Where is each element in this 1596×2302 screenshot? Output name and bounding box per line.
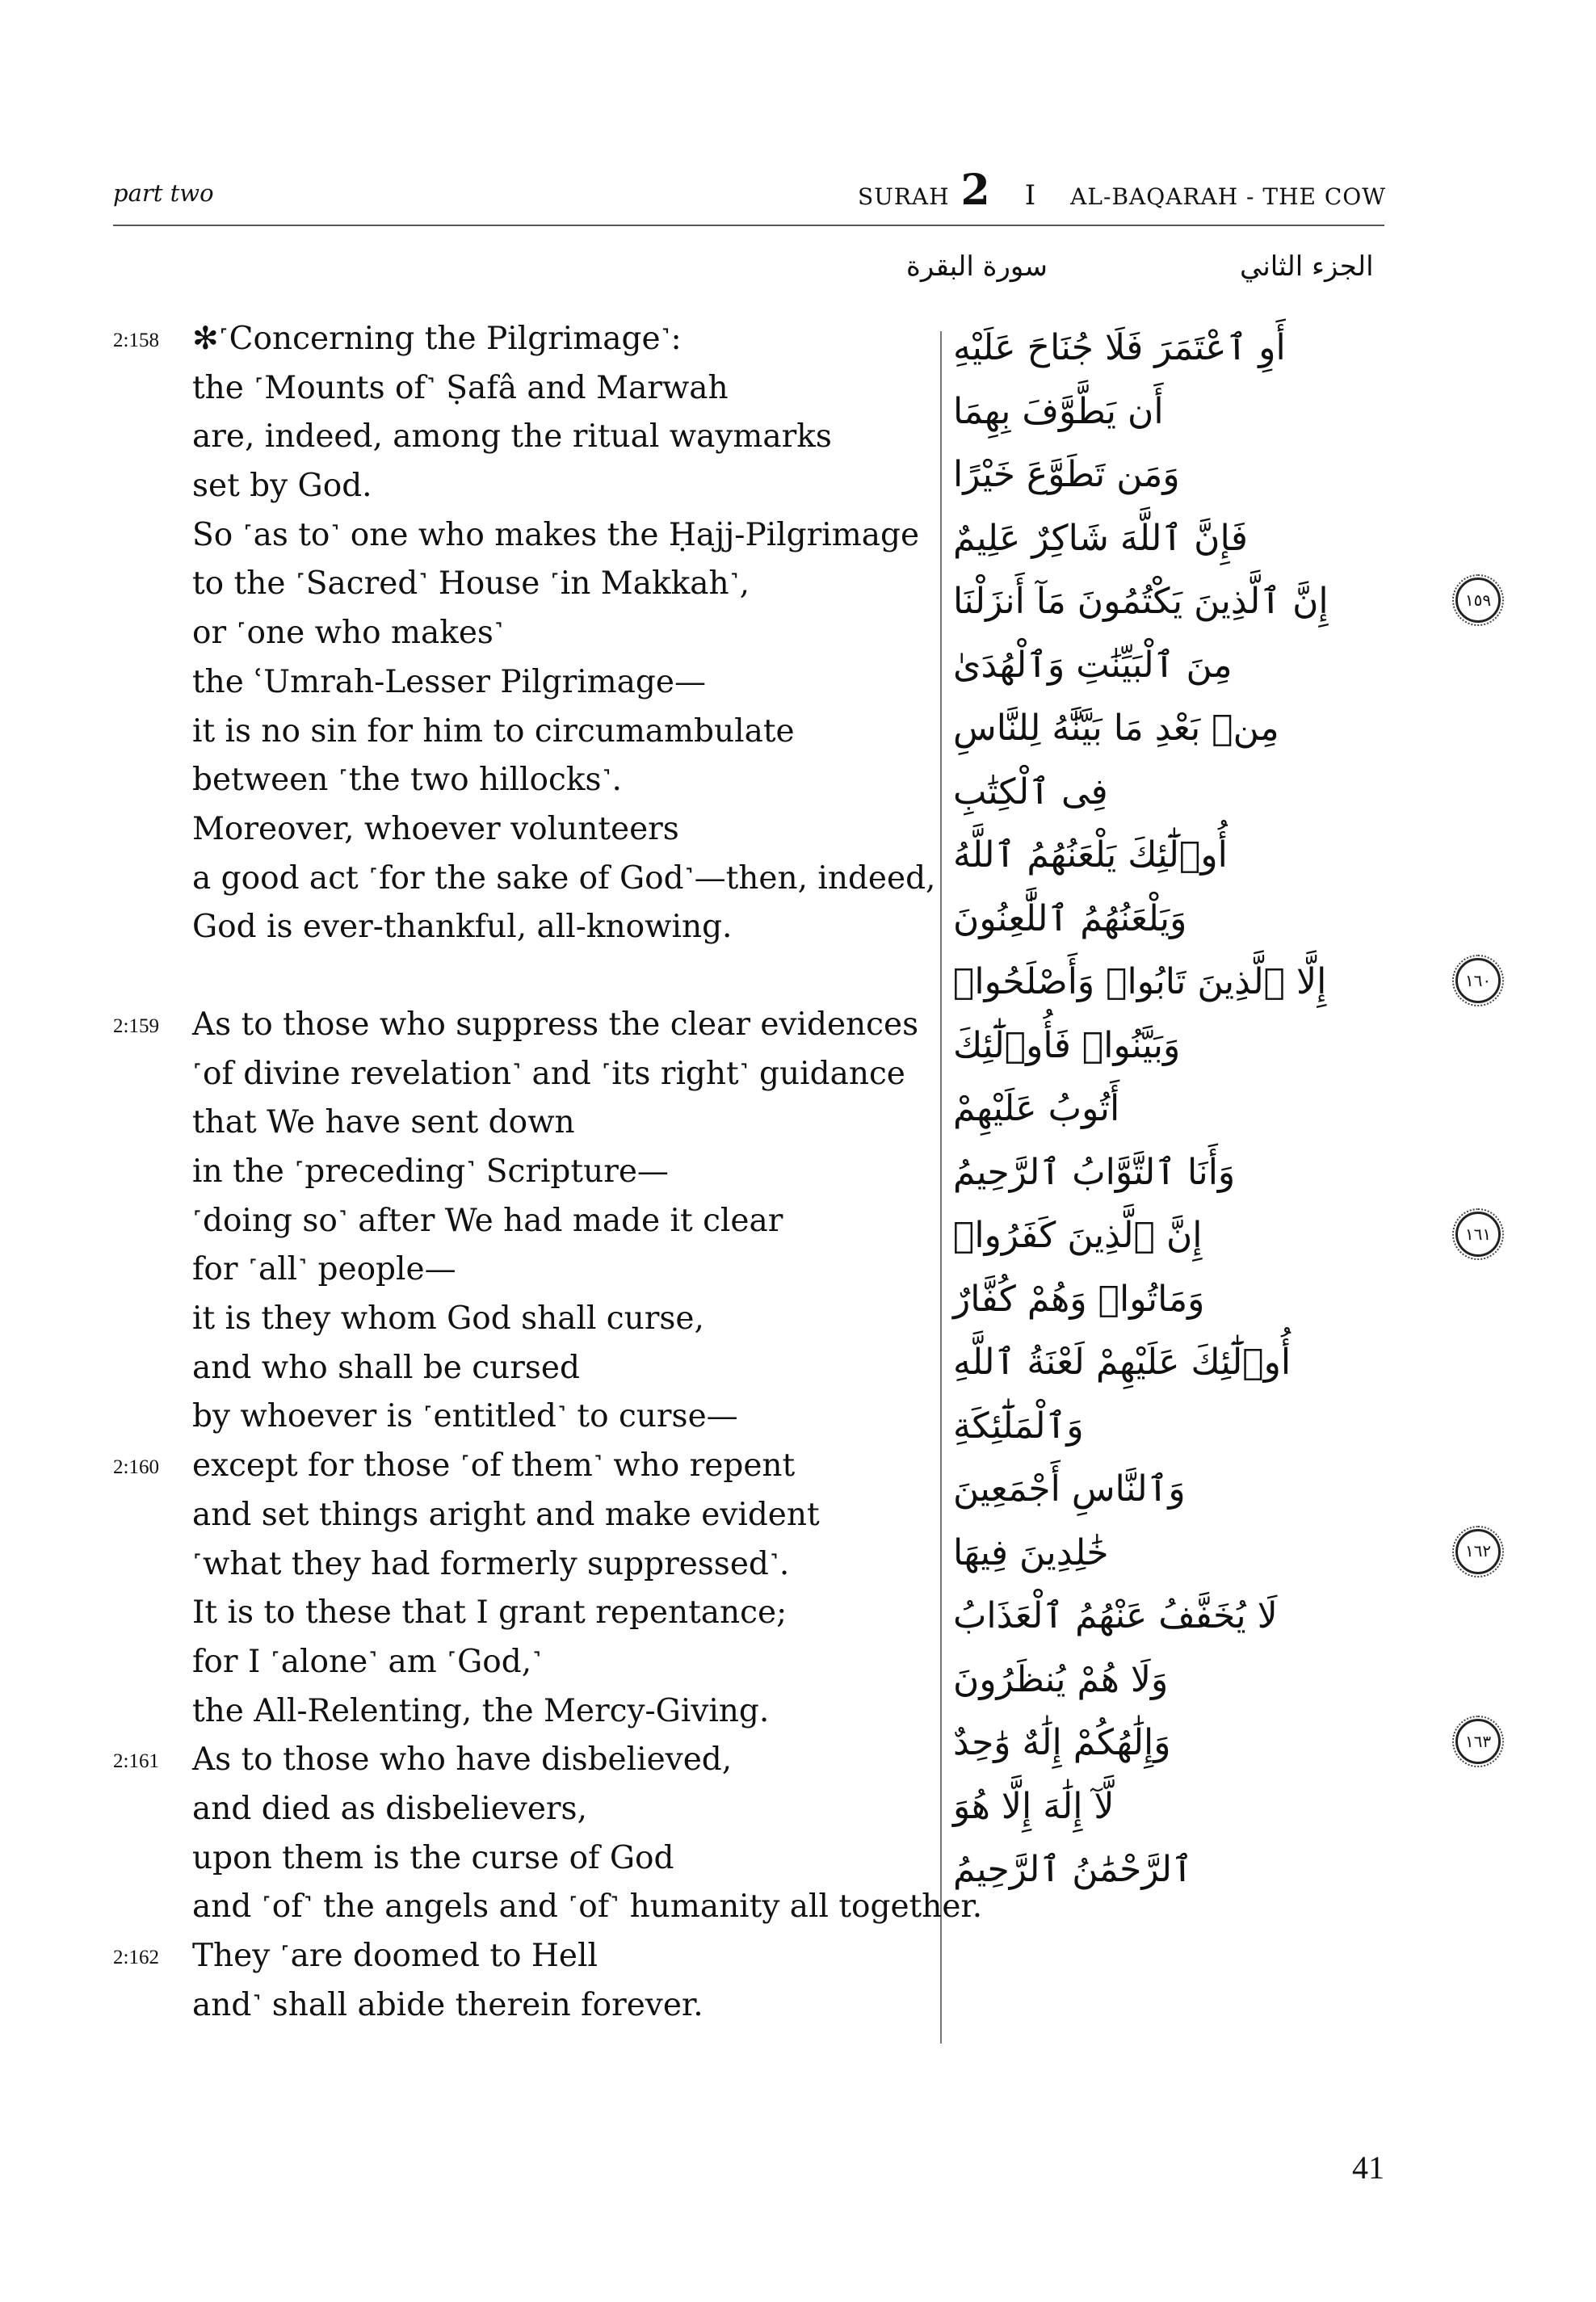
surah-number: 2 (960, 166, 991, 215)
arabic-line-text: أُو۟لَٰٓئِكَ عَلَيْهِمْ لَعْنَةُ ٱللَّهِ (953, 1342, 1292, 1383)
verse-reference: 2:158 (113, 330, 159, 351)
translation-text: and set things aright and make evident (192, 1496, 820, 1533)
translation-line (113, 1050, 921, 1099)
arabic-line-text: خَٰلِدِينَ فِيهَا (953, 1531, 1109, 1573)
translation-line (113, 462, 921, 511)
translation-line (113, 903, 921, 952)
arabic-line (953, 1268, 1405, 1332)
arabic-line (953, 1712, 1492, 1775)
arabic-line-text: وَٱلْمَلَٰٓئِكَةِ (953, 1405, 1084, 1447)
verse-reference: 2:161 (113, 1750, 159, 1773)
verse-gap (113, 952, 921, 1001)
arabic-line (953, 317, 1405, 380)
verse-number-medallion: ١٦١ (1455, 1212, 1501, 1257)
arabic-line (953, 697, 1405, 761)
arabic-line-text: وَإِلَٰهُكُمْ إِلَٰهٌ وَٰحِدٌ (953, 1722, 1171, 1763)
translation-line (113, 1197, 921, 1246)
translation-line (113, 1540, 921, 1590)
arabic-line (953, 1331, 1405, 1395)
translation-line (113, 805, 921, 855)
arabic-line (953, 888, 1405, 951)
translation-text: the All-Relenting, the Mercy-Giving. (192, 1692, 770, 1729)
translation-line (113, 1687, 921, 1737)
translation-text: except for those ˹of them˺ who repent (192, 1447, 796, 1485)
arabic-line (953, 951, 1492, 1014)
translation-text: ˹of divine revelation˺ and ˹its right˺ guidance (192, 1055, 905, 1092)
translation-line (113, 1442, 921, 1491)
translation-text: and died as disbelievers, (192, 1790, 587, 1827)
translation-text: set by God. (192, 468, 372, 505)
translation-text: and who shall be cursed (192, 1349, 580, 1386)
translation-text: or ˹one who makes˺ (192, 615, 504, 652)
arabic-line-text: فَإِنَّ ٱللَّهَ شَاكِرٌ عَلِيمٌ (953, 517, 1248, 559)
part-label: part two (113, 179, 214, 207)
arabic-line (953, 1395, 1405, 1459)
translation-text: They ˹are doomed to Hell (192, 1938, 598, 1974)
arabic-line (953, 1649, 1405, 1712)
translation-line (113, 1932, 921, 1981)
translation-line (113, 1883, 983, 1932)
arabic-line-text: أَوِ ٱعْتَمَرَ فَلَا جُنَاحَ عَلَيْهِ (953, 327, 1286, 368)
arabic-line (953, 634, 1405, 698)
translation-text: in the ˹preceding˺ Scripture— (192, 1153, 669, 1190)
translation-text: ✻˹Concerning the Pilgrimage˺: (192, 321, 682, 357)
arabic-line-text: وَمَاتُوا۟ وَهُمْ كُفَّارٌ (953, 1278, 1205, 1320)
translation-text: So ˹as to˺ one who makes the Ḥajj-Pilgrimage (192, 516, 920, 553)
translation-text: by whoever is ˹entitled˺ to curse— (192, 1398, 738, 1435)
arabic-line (953, 824, 1405, 888)
translation-text: the ˹Mounts of˺ Ṣafâ and Marwah (192, 369, 729, 406)
header-divider: I (1024, 179, 1037, 212)
translation-text: for I ˹alone˺ am ˹God,˺ (192, 1643, 543, 1680)
translation-text: are, indeed, among the ritual waymarks (192, 418, 832, 456)
arabic-line (953, 1458, 1405, 1522)
verse-number-medallion: ١٦٣ (1455, 1719, 1501, 1764)
translation-line (113, 1098, 921, 1148)
translation-line (113, 1393, 921, 1442)
arabic-line (953, 1204, 1492, 1268)
arabic-line (953, 1077, 1405, 1141)
page-number: 41 (1352, 2149, 1384, 2186)
arabic-line-text: وَبَيَّنُوا۟ فَأُو۟لَٰٓئِكَ (953, 1024, 1181, 1066)
translation-line (113, 315, 921, 364)
surah-label: SURAH (858, 183, 950, 210)
translation-line (113, 1491, 921, 1540)
translation-text: for ˹all˺ people— (192, 1251, 456, 1288)
translation-text: to the ˹Sacred˺ House ˹in Makkah˺, (192, 565, 750, 603)
translation-line (113, 1638, 921, 1687)
translation-text: upon them is the curse of God (192, 1839, 674, 1876)
arabic-line-text: إِنَّ ٱلَّذِينَ كَفَرُوا۟ (953, 1215, 1203, 1256)
translation-line (113, 413, 921, 462)
translation-text: Moreover, whoever volunteers (192, 810, 679, 847)
surah-title: AL-BAQARAH - THE COW (1070, 183, 1386, 210)
translation-text: it is they whom God shall curse, (192, 1300, 704, 1338)
translation-line (113, 560, 921, 609)
translation-text: It is to these that I grant repentance; (192, 1594, 788, 1632)
arabic-line-text: وَمَن تَطَوَّعَ خَيْرًا (953, 454, 1180, 495)
arabic-line-text: وَٱلنَّاسِ أَجْمَعِينَ (953, 1468, 1186, 1510)
arabic-text (953, 317, 1492, 1902)
translation-line (113, 855, 936, 904)
arabic-line-text: وَيَلْعَنُهُمُ ٱللَّٰعِنُونَ (953, 897, 1187, 939)
verse-reference: 2:160 (113, 1456, 159, 1479)
verse-reference: 2:159 (113, 1014, 159, 1037)
translation-text: As to those who have disbelieved, (192, 1741, 733, 1779)
translation-line (113, 658, 921, 708)
translation-line (113, 1834, 921, 1884)
translation-line (113, 756, 921, 805)
arabic-line-text: أَتُوبُ عَلَيْهِمْ (953, 1088, 1120, 1129)
translation-text: God is ever-thankful, all-knowing. (192, 909, 733, 946)
translation-text: that We have sent down (192, 1104, 575, 1141)
translation-line (113, 1148, 921, 1197)
header-rule (113, 225, 1384, 226)
translation-line (113, 1295, 921, 1344)
english-translation (113, 315, 983, 2030)
translation-line (113, 1785, 921, 1834)
verse-number-medallion: ١٦٠ (1455, 958, 1501, 1003)
translation-line (113, 1344, 921, 1393)
translation-text: and˺ shall abide therein forever. (192, 1986, 704, 2023)
arabic-line (953, 761, 1405, 825)
arabic-line-text: أَن يَطَّوَّفَ بِهِمَا (953, 390, 1164, 432)
column-divider (940, 331, 942, 2044)
translation-text: it is no sin for him to circumambulate (192, 712, 795, 750)
translation-line (113, 1736, 921, 1785)
translation-text: between ˹the two hillocks˺. (192, 762, 622, 799)
arabic-line (953, 1775, 1405, 1839)
arabic-line-text: مِنۢ بَعْدِ مَا بَيَّنَّٰهُ لِلنَّاسِ (953, 708, 1279, 749)
arabic-line-text: أُو۟لَٰٓئِكَ يَلْعَنُهُمُ ٱللَّهُ (953, 834, 1228, 876)
translation-line (113, 609, 921, 658)
arabic-line (953, 1141, 1405, 1205)
arabic-line-text: إِنَّ ٱلَّذِينَ يَكْتُمُونَ مَآ أَنزَلْنَا (953, 581, 1329, 622)
arabic-line-text: مِنَ ٱلْبَيِّنَٰتِ وَٱلْهُدَىٰ (953, 644, 1233, 686)
surah-heading (858, 166, 1386, 215)
arabic-line (953, 1522, 1492, 1586)
verse-number-medallion: ١٦٢ (1455, 1529, 1501, 1574)
translation-line (113, 1001, 921, 1050)
arabic-surah-heading: سورة البقرة (906, 250, 1048, 283)
translation-text: the ʿUmrah-Lesser Pilgrimage— (192, 663, 706, 700)
translation-line (113, 364, 921, 414)
translation-line (113, 1246, 921, 1295)
arabic-line-text: وَأَنَا ٱلتَّوَّابُ ٱلرَّحِيمُ (953, 1151, 1236, 1193)
translation-line (113, 1589, 921, 1638)
translation-line (113, 708, 921, 757)
arabic-line-text: فِى ٱلْكِتَٰبِ (953, 771, 1108, 813)
arabic-line (953, 380, 1405, 444)
arabic-line (953, 570, 1492, 634)
translation-line (113, 1981, 921, 2031)
running-header (113, 166, 1386, 218)
arabic-line-text: لَّآ إِلَٰهَ إِلَّا هُوَ (953, 1785, 1115, 1827)
arabic-line (953, 1838, 1405, 1902)
verse-number-medallion: ١٥٩ (1455, 578, 1501, 623)
arabic-part-heading: الجزء الثاني (1240, 250, 1374, 283)
arabic-line (953, 1014, 1405, 1078)
translation-line (113, 511, 921, 561)
translation-text: ˹what they had formerly suppressed˺. (192, 1545, 790, 1582)
translation-text: a good act ˹for the sake of God˺—then, indeed, (192, 859, 936, 897)
translation-text: and ˹of˺ the angels and ˹of˺ humanity all together. (192, 1888, 983, 1926)
translation-text: ˹doing so˺ after We had made it clear (192, 1202, 783, 1239)
verse-reference: 2:162 (113, 1947, 159, 1968)
arabic-line (953, 1585, 1405, 1649)
arabic-line-text: وَلَا هُمْ يُنظَرُونَ (953, 1658, 1169, 1700)
arabic-line (953, 507, 1405, 571)
arabic-line-text: إِلَّا ٱلَّذِينَ تَابُوا۟ وَأَصْلَحُوا۟ (953, 961, 1327, 1002)
arabic-line-text: لَا يُخَفَّفُ عَنْهُمُ ٱلْعَذَابُ (953, 1595, 1278, 1636)
translation-text: As to those who suppress the clear evidences (192, 1006, 919, 1043)
arabic-line-text: ٱلرَّحْمَٰنُ ٱلرَّحِيمُ (953, 1849, 1193, 1890)
arabic-line (953, 443, 1405, 507)
